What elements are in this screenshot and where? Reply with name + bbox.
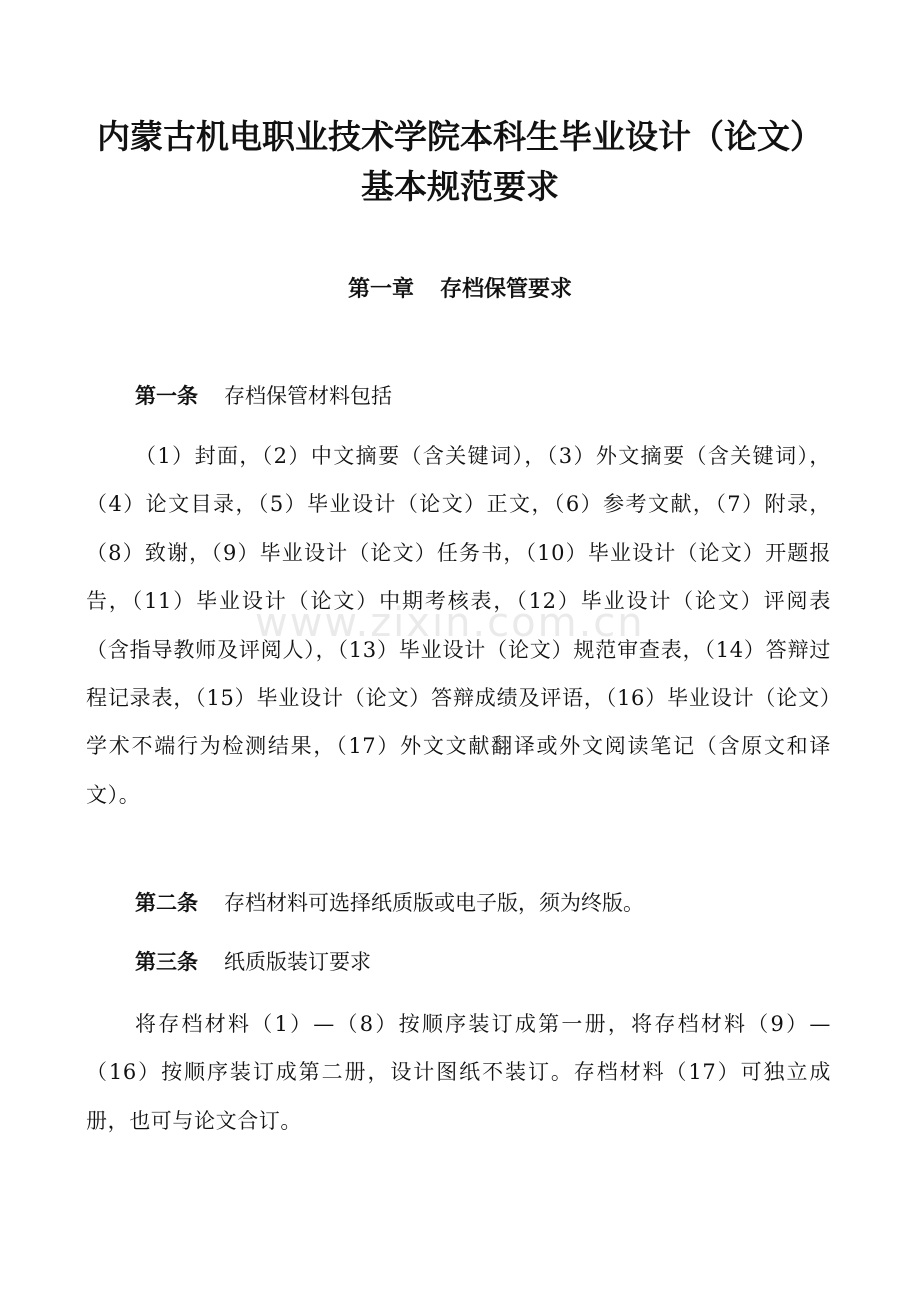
article-1-text: 存档保管材料包括 bbox=[224, 384, 392, 408]
document-title-line-1: 内蒙古机电职业技术学院本科生毕业设计（论文） bbox=[97, 117, 823, 156]
article-1-label: 第一条 bbox=[135, 384, 198, 408]
chapter-name: 存档保管要求 bbox=[440, 277, 573, 302]
materials-list-paragraph: （1）封面，（2）中文摘要（含关键词），（3）外文摘要（含关键词），（4）论文目录，（5）毕业设计（论文）正文，（6）参考文献，（7）附录，（8）致谢，（9）毕业设计（论文）任务书，（10）毕业设计（论文）开题报告，（11）毕业设计（论文）中期考核表，（12）毕业设计（论文）评阅表（含指导教师及评阅人），（13）毕业设计（论文）规范审查表，（14）答辩过程记录表，（15）毕业设计（论文）答辩成绩及评语，（16）毕业设计（论文）学术不端行为检测结果，（17）外文文献翻译或外文阅读笔记（含原文和译文）。 bbox=[86, 444, 831, 807]
article-3-text: 纸质版装订要求 bbox=[224, 950, 371, 974]
article-2 bbox=[135, 885, 644, 921]
article-1 bbox=[135, 378, 392, 414]
article-2-label: 第二条 bbox=[135, 891, 198, 915]
article-3 bbox=[135, 944, 371, 980]
document-title bbox=[60, 112, 860, 212]
article-2-text: 存档材料可选择纸质版或电子版，须为终版。 bbox=[224, 891, 644, 915]
chapter-heading bbox=[0, 272, 920, 308]
binding-paragraph: 将存档材料（1）—（8）按顺序装订成第一册，将存档材料（9）—（16）按顺序装订成第二册，设计图纸不装订。存档材料（17）可独立成册，也可与论文合订。 bbox=[86, 1012, 831, 1133]
article-3-label: 第三条 bbox=[135, 950, 198, 974]
watermark: www.zixin.com.cn bbox=[255, 600, 645, 646]
chapter-label: 第一章 bbox=[347, 277, 414, 302]
document-title-line-2: 基本规范要求 bbox=[361, 167, 559, 206]
